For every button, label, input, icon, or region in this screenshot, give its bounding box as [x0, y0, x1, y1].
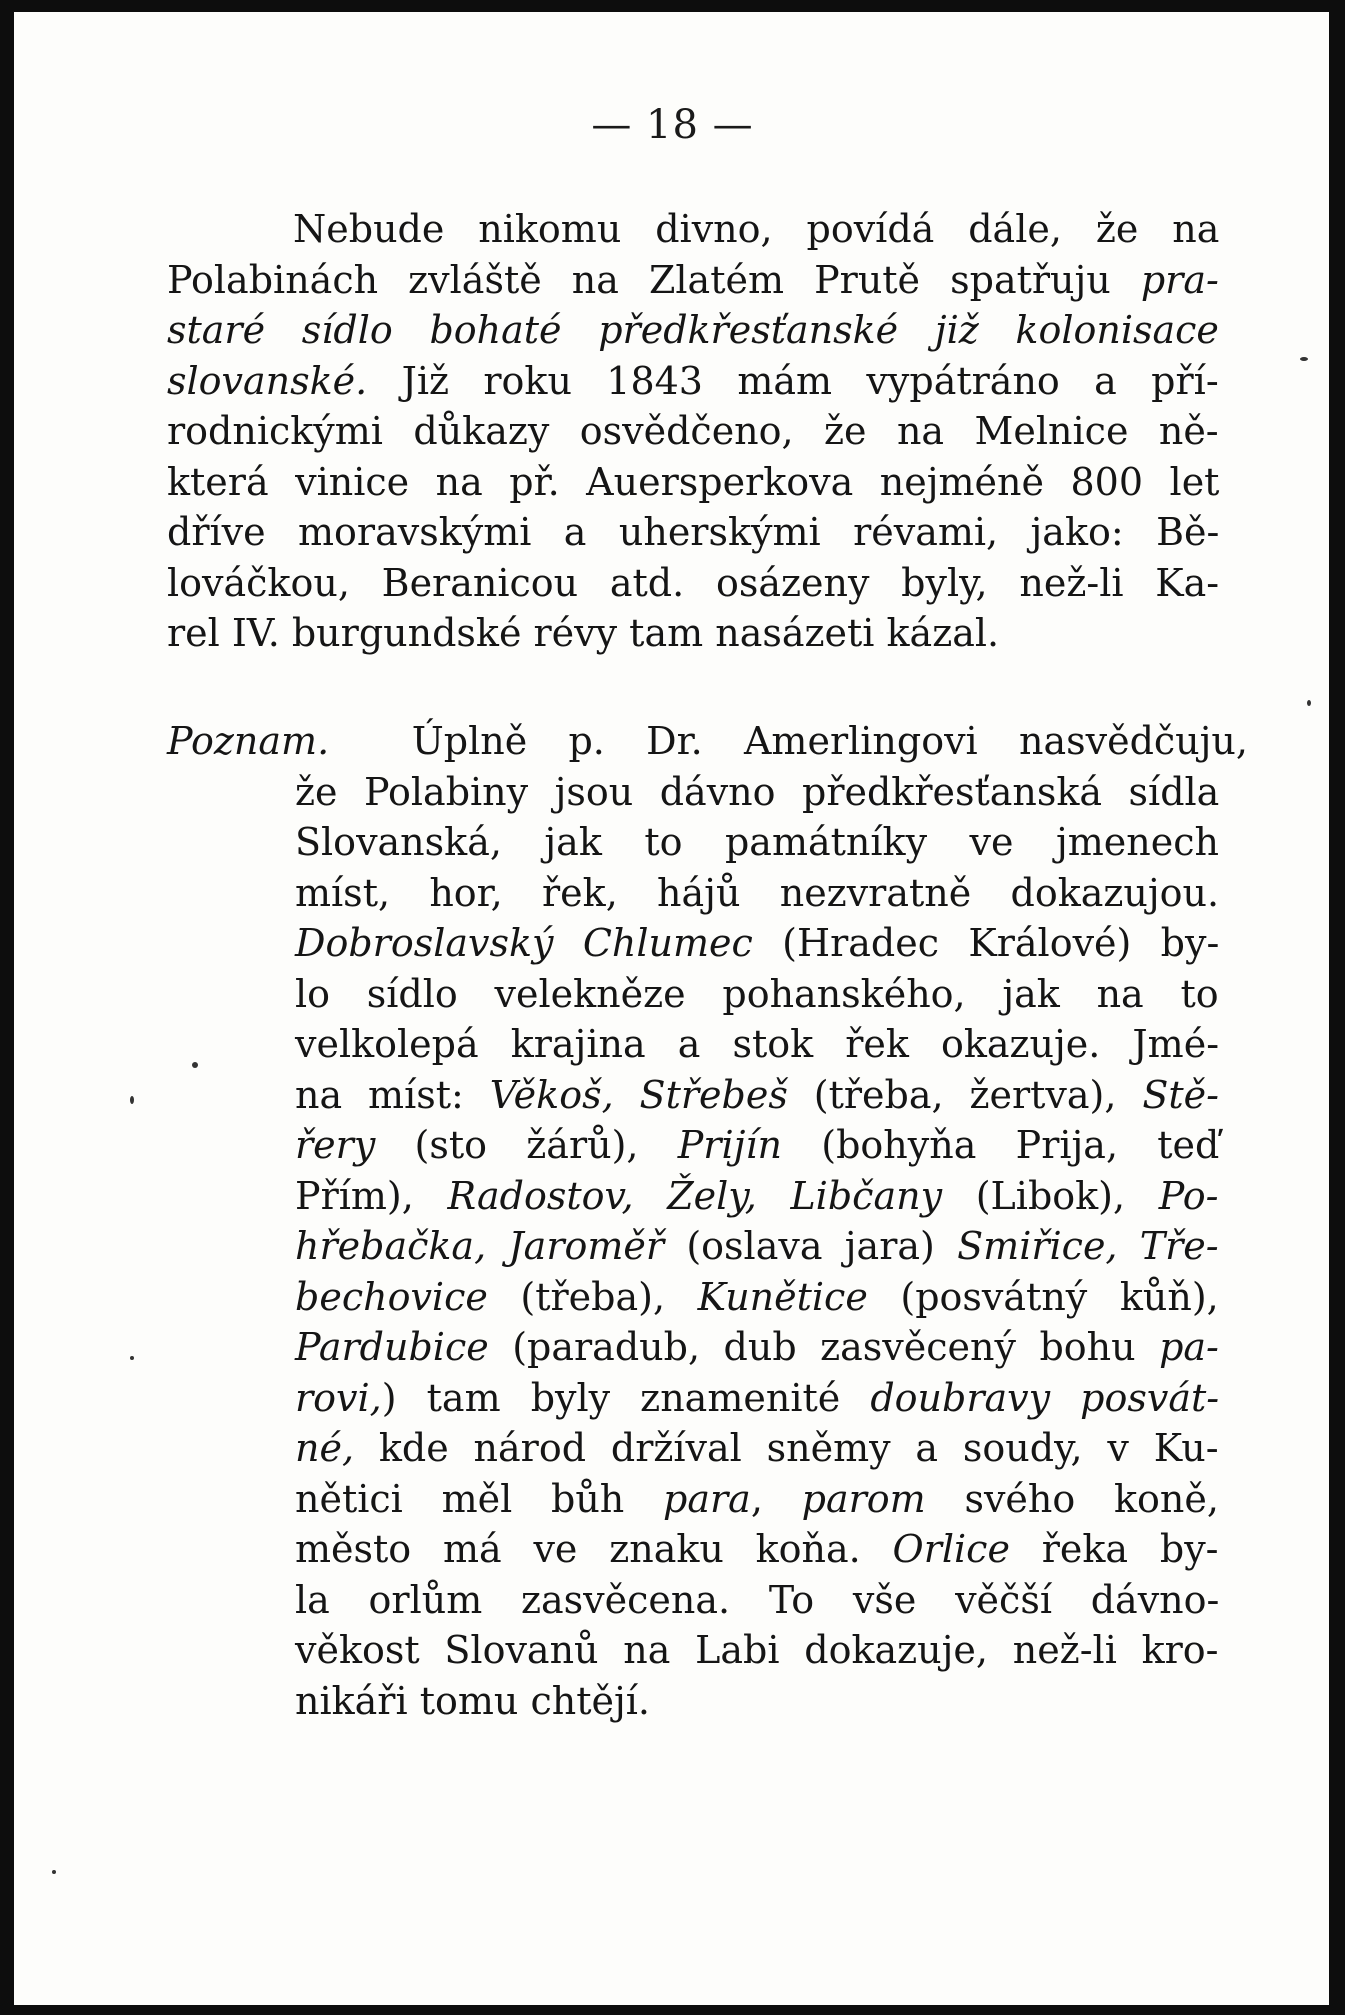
text-run: že Polabiny jsou dávno předkřesťanská sídla	[295, 769, 1220, 814]
italic-text: Radostov, Žely, Libčany	[447, 1173, 943, 1218]
scan-border-top	[0, 0, 1345, 12]
text-run: (oslava jara)	[664, 1224, 958, 1268]
note-line	[167, 1070, 1219, 1121]
text-run: nětici měl bůh	[295, 1476, 664, 1521]
text-run: město má ve znaku koňa.	[295, 1527, 893, 1571]
note-line	[167, 969, 1219, 1020]
scan-border-bottom	[0, 2005, 1345, 2015]
italic-text: Věkoš, Střebeš	[489, 1072, 788, 1117]
italic-text: hřebačka, Jaroměř	[295, 1224, 665, 1268]
note-line	[167, 817, 1219, 868]
text-run: rel IV. burgundské révy tam nasázeti kázal.	[167, 611, 1000, 655]
text-run: nikáři tomu chtějí.	[295, 1678, 650, 1723]
note-line	[167, 1575, 1219, 1626]
main-line	[167, 558, 1219, 609]
note-line	[167, 1423, 1219, 1474]
note-line	[167, 1524, 1219, 1575]
text-run: která vinice na př. Auersperkova nejméně 800 let	[167, 459, 1220, 504]
scan-speck	[192, 1062, 198, 1068]
main-line	[167, 457, 1219, 508]
note-line	[167, 1171, 1219, 1222]
italic-text: staré sídlo bohaté předkřesťanské již kolonisace	[167, 308, 1219, 352]
text-run: Přím),	[295, 1173, 448, 1218]
text-run: (Hradec Králové) by-	[752, 921, 1220, 965]
scan-border-right	[1329, 0, 1345, 2015]
text-run: Již roku 1843 mám vypátráno a pří-	[367, 358, 1219, 403]
italic-text: né,	[295, 1426, 355, 1470]
text-run: (sto žárů),	[375, 1123, 678, 1167]
italic-text: pa-	[1159, 1325, 1219, 1369]
italic-text: parom	[801, 1476, 926, 1521]
text-run: kde národ držíval sněmy a soudy, v Ku-	[354, 1426, 1219, 1470]
italic-text: Po-	[1158, 1173, 1219, 1218]
note-line	[167, 1373, 1219, 1424]
text-run: (třeba),	[487, 1274, 698, 1319]
scan-speck	[130, 1356, 134, 1360]
main-line	[167, 406, 1219, 457]
text-run: (bohyňa Prija, teď	[782, 1123, 1220, 1167]
text-run: (posvátný kůň),	[867, 1274, 1219, 1319]
note-line	[167, 1625, 1219, 1676]
italic-text: slovanské.	[167, 358, 368, 403]
note-line	[167, 716, 1248, 767]
italic-text: Poznam.	[167, 719, 330, 763]
scan-speck	[1300, 357, 1308, 361]
note-line	[167, 1221, 1219, 1272]
note-line	[167, 1322, 1219, 1373]
note-line	[167, 1019, 1219, 1070]
text-run: Slovanská, jak to památníky ve jmenech	[295, 820, 1219, 864]
italic-text: Stě-	[1142, 1072, 1220, 1117]
main-line	[167, 204, 1219, 255]
footnote-paragraph	[167, 716, 1248, 1726]
main-paragraph	[167, 204, 1219, 659]
text-run: rodnickými důkazy osvědčeno, že na Melnice ně-	[167, 409, 1219, 453]
italic-text: rovi,	[295, 1375, 382, 1420]
main-line	[167, 255, 1219, 306]
text-run: věkost Slovanů na Labi dokazuje, než-li kro-	[295, 1628, 1219, 1672]
italic-text: pra-	[1140, 257, 1219, 302]
italic-text: Pardubice	[295, 1325, 489, 1369]
text-run: (třeba, žertva),	[787, 1072, 1143, 1117]
text-run: Polabinách zvláště na Zlatém Prutě spatřuju	[167, 257, 1141, 302]
scan-speck	[1307, 700, 1311, 706]
note-line	[167, 1676, 1219, 1727]
italic-text: para	[663, 1476, 751, 1521]
italic-text: Dobroslavský Chlumec	[295, 921, 753, 965]
text-run: na míst:	[295, 1072, 490, 1117]
scan-border-left	[0, 0, 14, 2015]
text-run: míst, hor, řek, hájů nezvratně dokazujou.	[295, 870, 1220, 915]
text-run: (paradub, dub zasvěcený bohu	[488, 1325, 1160, 1369]
text-run: velkolepá krajina a stok řek okazuje. Jmé-	[295, 1022, 1220, 1066]
italic-text: Orlice	[892, 1527, 1010, 1571]
text-run: la orlům zasvěcena. To vše věčší dávno-	[295, 1577, 1220, 1622]
text-run: (Libok),	[942, 1173, 1159, 1218]
text-run: ,	[750, 1476, 802, 1521]
text-run: lo sídlo velekněze pohanského, jak na to	[295, 971, 1219, 1016]
main-line	[167, 305, 1219, 356]
scan-speck	[130, 1096, 134, 1104]
text-run: ) tam byly znamenité	[381, 1375, 871, 1420]
text-run: lováčkou, Beranicou atd. osázeny byly, než-li Ka-	[167, 560, 1220, 605]
italic-text: Smiřice, Tře-	[957, 1224, 1219, 1268]
note-line	[167, 1272, 1219, 1323]
scan-speck	[52, 1870, 56, 1874]
italic-text: bechovice	[295, 1274, 488, 1319]
italic-text: Kunětice	[697, 1274, 868, 1319]
italic-text: Prijín	[677, 1123, 783, 1167]
main-line	[167, 608, 1219, 659]
text-run: dříve moravskými a uherskými révami, jako: Bě-	[167, 510, 1220, 554]
main-line	[167, 507, 1219, 558]
page-number: — 18 —	[591, 102, 754, 148]
text-run: Úplně p. Dr. Amerlingovi nasvědčuju,	[329, 719, 1248, 763]
note-line	[167, 868, 1219, 919]
text-run: Nebude nikomu divno, povídá dále, že na	[293, 207, 1220, 251]
main-line	[167, 356, 1219, 407]
note-line	[167, 1120, 1219, 1171]
note-line	[167, 1474, 1219, 1525]
note-line	[167, 767, 1219, 818]
note-line	[167, 918, 1219, 969]
text-run: svého koně,	[925, 1476, 1219, 1521]
italic-text: řery	[295, 1123, 376, 1167]
text-run: řeka by-	[1009, 1527, 1219, 1571]
italic-text: doubravy posvát-	[870, 1375, 1220, 1420]
